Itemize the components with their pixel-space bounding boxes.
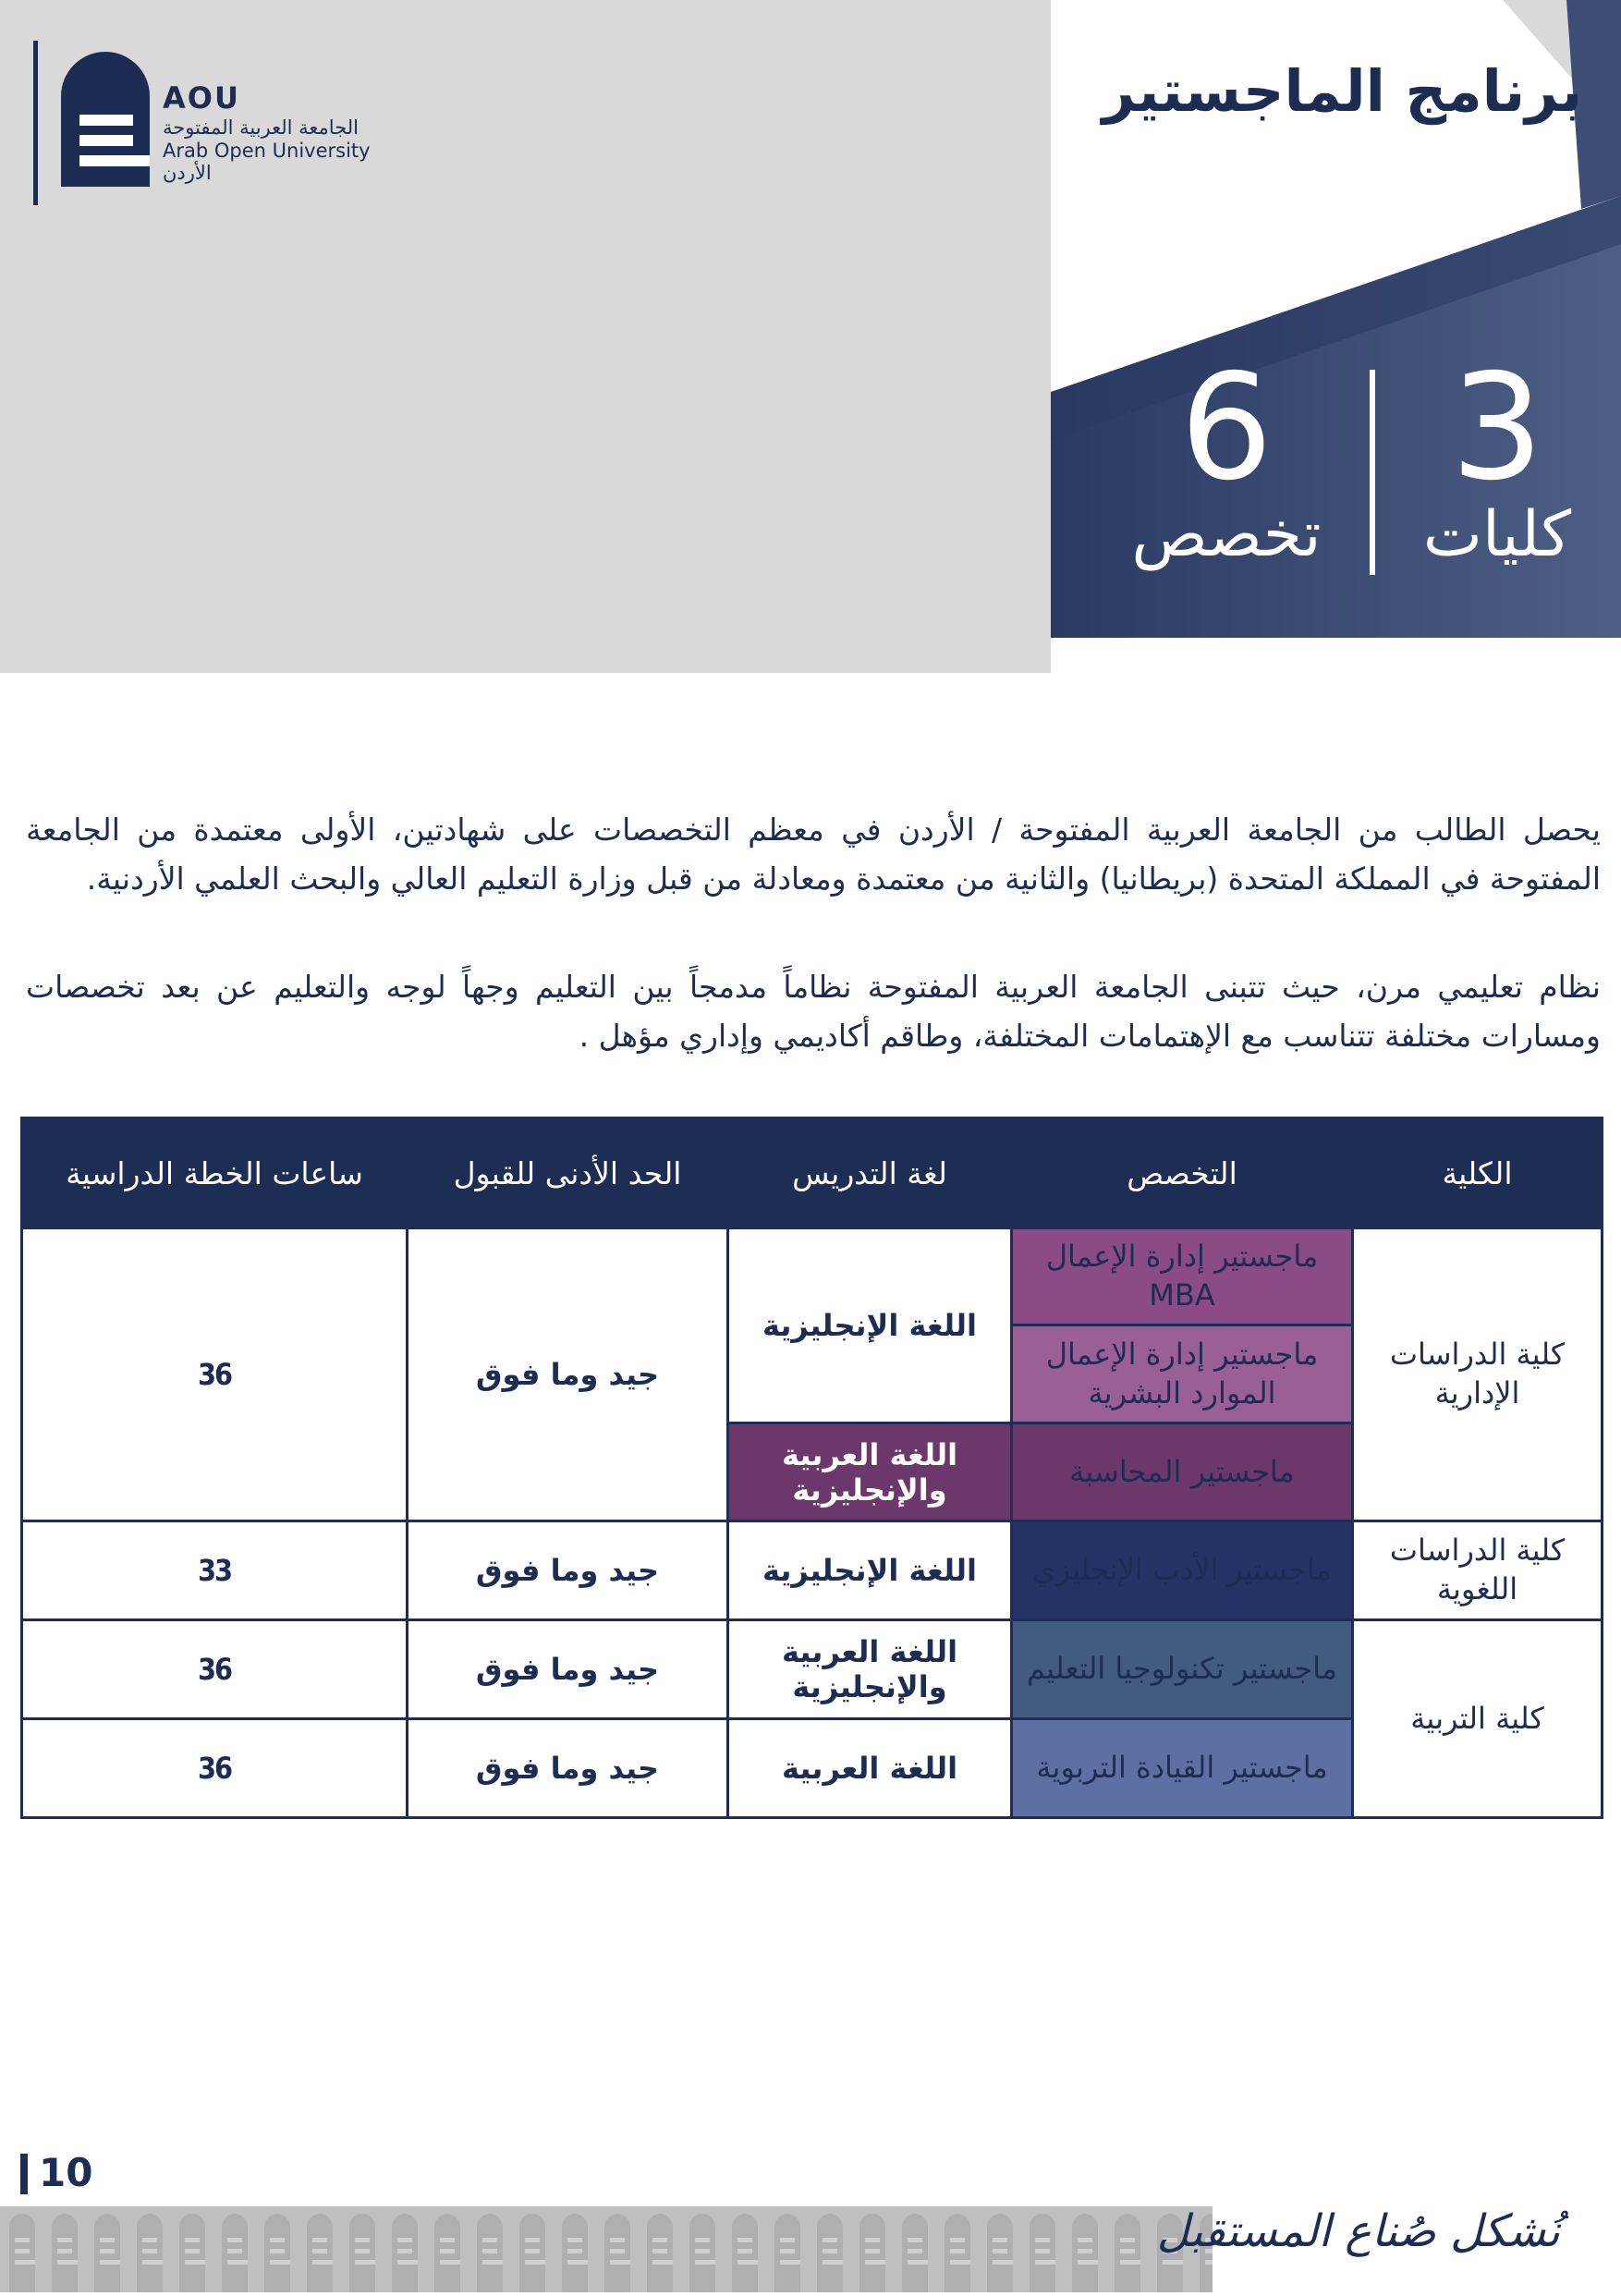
specialization-cell: ماجستير الأدب الإنجليزي <box>1012 1521 1353 1620</box>
plan-hours-cell: 33 <box>22 1521 408 1620</box>
specialization-cell: ماجستير القيادة التربوية <box>1012 1719 1353 1818</box>
logo-branch: الأردن <box>163 162 212 185</box>
header-language: لغة التدريس <box>728 1118 1012 1228</box>
min-admission-cell: جيد وما فوق <box>408 1228 728 1521</box>
header-min-admission: الحد الأدنى للقبول <box>408 1118 728 1228</box>
stat-specializations-label: تخصص <box>1131 498 1322 571</box>
specialization-cell: ماجستير إدارة الإعمال MBA <box>1012 1228 1353 1325</box>
plan-hours-cell: 36 <box>22 1228 408 1521</box>
logo-name-english: Arab Open University <box>163 139 371 162</box>
language-cell: اللغة الإنجليزية <box>728 1228 1012 1423</box>
min-admission-cell: جيد وما فوق <box>408 1521 728 1620</box>
table-row <box>22 1228 1603 1325</box>
stat-faculties-label: كليات <box>1422 498 1572 571</box>
logo-abbr: AOU <box>163 80 240 116</box>
logo-name-arabic: الجامعة العربية المفتوحة <box>163 116 359 139</box>
header-specialization: التخصص <box>1012 1118 1353 1228</box>
intro-paragraph-degrees: يحصل الطالب من الجامعة العربية المفتوحة / الأردن في معظم التخصصات على شهادتين، الأولى معتمدة من الجامعة المفتوحة في المملكة المتحدة (بريطانيا) والثانية من معتمدة ومعادلة من قبل وزارة التعليم العالي والبحث العلمي الأردنية. <box>26 812 1601 898</box>
language-cell: اللغة الإنجليزية <box>728 1521 1012 1620</box>
specialization-cell: ماجستير المحاسبة <box>1012 1423 1353 1521</box>
faculty-cell: كلية الدراسات اللغوية <box>1353 1521 1603 1620</box>
footer-emblem-pattern-icon <box>0 2206 1213 2292</box>
stat-specializations-number: 6 <box>1179 343 1274 513</box>
faculty-cell: كلية الدراسات الإدارية <box>1353 1228 1603 1521</box>
footer-pattern-strip <box>0 2206 1213 2292</box>
stat-specializations <box>1120 343 1333 571</box>
table-header-row <box>22 1118 1603 1228</box>
stat-faculties <box>1414 343 1580 571</box>
stat-divider <box>1370 370 1375 575</box>
aou-logo <box>33 41 403 207</box>
min-admission-cell: جيد وما فوق <box>408 1620 728 1719</box>
masters-programs-table <box>20 1117 1603 1819</box>
table-row <box>22 1620 1603 1719</box>
footer-slogan: نُشكل صُناع المستقبل <box>1156 2205 1560 2257</box>
stat-faculties-number: 3 <box>1450 343 1544 513</box>
page-number-bar <box>20 2154 28 2194</box>
language-cell: اللغة العربية والإنجليزية <box>728 1620 1012 1719</box>
specialization-cell: ماجستير تكنولوجيا التعليم <box>1012 1620 1353 1719</box>
faculty-cell: كلية التربية <box>1353 1620 1603 1818</box>
specialization-cell: ماجستير إدارة الإعمال الموارد البشرية <box>1012 1325 1353 1423</box>
language-cell: اللغة العربية والإنجليزية <box>728 1423 1012 1521</box>
table-row <box>22 1521 1603 1620</box>
plan-hours-cell: 36 <box>22 1719 408 1818</box>
intro-paragraph-system: نظام تعليمي مرن، حيث تتبنى الجامعة العربية المفتوحة نظاماً مدمجاً بين التعليم وجهاً لوجه والتعليم عن بعد تخصصات ومسارات مختلفة تتناسب مع الإهتمامات المختلفة، وطاقم أكاديمي وإداري مؤهل . <box>26 969 1601 1055</box>
header-faculty: الكلية <box>1353 1118 1603 1228</box>
plan-hours-cell: 36 <box>22 1620 408 1719</box>
page-title: برنامج الماجستير <box>1102 57 1582 125</box>
language-cell: اللغة العربية <box>728 1719 1012 1818</box>
header-plan-hours: ساعات الخطة الدراسية <box>22 1118 408 1228</box>
min-admission-cell: جيد وما فوق <box>408 1719 728 1818</box>
page-number: 10 <box>39 2150 93 2195</box>
